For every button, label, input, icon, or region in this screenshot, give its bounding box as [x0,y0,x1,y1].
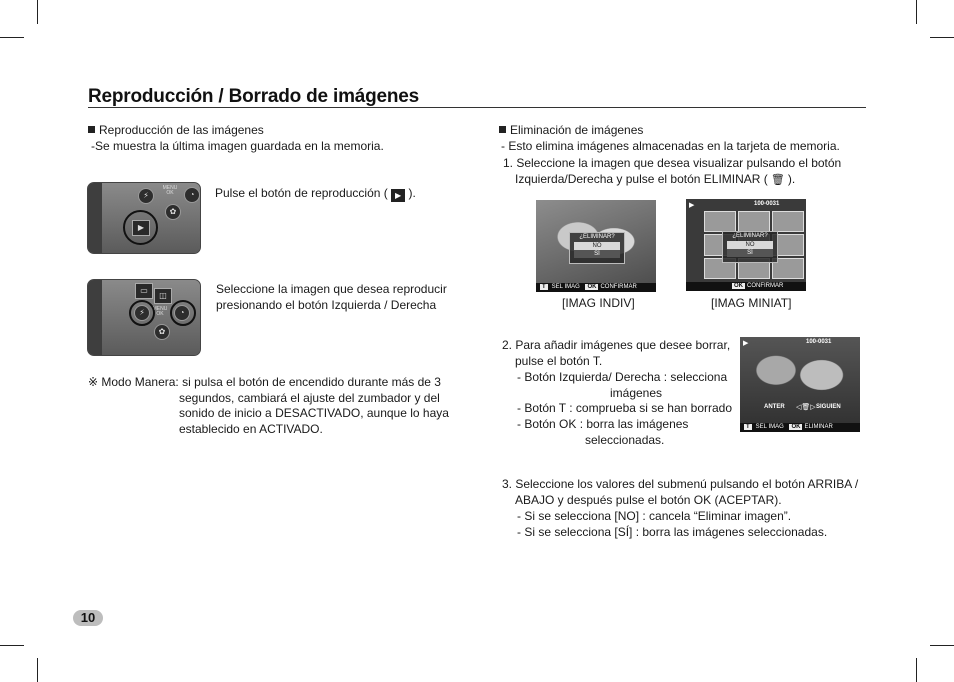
file-number: 100-0031 [806,339,832,345]
crop-mark [0,37,24,38]
prev-label: ANTER [764,404,785,410]
crop-mark [37,658,38,682]
page-title: Reproducción / Borrado de imágenes [88,86,420,107]
left-section-heading [88,122,264,138]
right-button: ◔ [174,305,190,321]
lcd-bottom-bar: T SEL IMAG OK ELIMINAR [740,423,860,432]
page-number: 10 [73,610,103,626]
option-yes: SÍ [574,250,620,258]
delete-dialog [722,231,778,263]
option-yes: SÍ [727,249,773,257]
play-mode-icon: ▶ [743,340,749,347]
title-rule [88,107,866,108]
step2-line1: Seleccione la imagen que desea reproducir [216,282,447,296]
crop-mark [930,37,954,38]
square-bullet-icon [499,126,506,133]
right-step2-line3: - Botón Izquierda/ Derecha : selecciona [517,370,728,384]
highlight-ring-left [129,300,155,326]
caption-thumb: [IMAG MINIAT] [711,296,792,310]
play-mode-icon: ▶ [689,202,695,209]
right-step2-line6: - Botón OK : borra las imágenes [517,417,689,431]
right-step3-line1: 3. Seleccione los valores del submenú pulsando el botón ARRIBA / [502,477,859,491]
option-no: NO [727,241,773,249]
lcd-select-images [740,337,860,432]
crop-mark [916,0,917,24]
right-step3-line4: - Si se selecciona [SÍ] : borra las imágenes seleccionadas. [517,525,828,539]
playback-button: ▶ [132,220,150,236]
note-line3: sonido de inicio a DESACTIVADO, aunque lo haya [179,406,449,420]
crop-mark [916,658,917,682]
right-step2-line7: seleccionadas. [585,433,665,447]
caption-single: [IMAG INDIV] [562,296,635,310]
display-button: ◫ [154,288,172,304]
crop-mark [0,645,24,646]
delete-dialog [569,232,625,264]
menu-ok-label: MENU OK [152,306,168,317]
camera-back-illustration-2 [87,279,201,356]
menu-ok-label: MENU OK [162,185,178,196]
trash-icon: 🗑 [767,174,788,186]
right-step3-line2: ABAJO y después pulse el botón OK (ACEPTAR). [515,493,782,507]
note-line2: segundos, cambiará el ajuste del zumbador y del [179,391,440,405]
macro-icon: ✿ [165,204,181,220]
highlight-ring [123,210,158,245]
step2-line2: presionando el botón Izquierda / Derecha [216,298,437,312]
left-button: ⚡ [134,305,150,321]
next-label: SIGUIEN [816,404,841,410]
square-bullet-icon [88,126,95,133]
flash-icon: ⚡ [138,188,154,204]
right-step2-line4: imágenes [610,386,663,400]
right-step1-line1: 1. Seleccione la imagen que desea visualizar pulsando el botón [503,156,842,170]
lcd-thumbnails [686,199,806,291]
left-heading-text: Reproducción de las imágenes [99,123,264,137]
power-icon: ◔ [184,187,200,203]
lcd-single-image [536,200,656,292]
down-button: ✿ [154,324,170,340]
step1-text: Pulse el botón de reproducción ( ▶ ). [215,186,416,200]
right-step2-line2: pulse el botón T. [515,354,603,368]
trash-icon: ◁🗑▷ [796,404,816,411]
right-section-heading [499,122,643,138]
lcd-bottom-bar: T SEL IMAG OK CONFIRMAR [536,283,656,292]
option-no: NO [574,242,620,250]
note-line4: establecido en ACTIVADO. [179,422,323,436]
right-heading-text: Eliminación de imágenes [510,123,644,137]
right-step3-line3: - Si se selecciona [NO] : cancela “Eliminar imagen”. [517,509,792,523]
t-button: ▭ [135,283,153,299]
left-section-sub: -Se muestra la última imagen guardada en la memoria. [91,139,384,153]
crop-mark [37,0,38,24]
delete-question: ¿ELIMINAR? [732,233,768,239]
note-line1: ※ Modo Manera: si pulsa el botón de encendido durante más de 3 [88,375,441,389]
right-step2-line5: - Botón T : comprueba si se han borrado [517,401,733,415]
camera-back-illustration [87,182,201,254]
highlight-ring-right [170,300,196,326]
file-number: 100-0031 [754,201,780,207]
right-step2-line1: 2. Para añadir imágenes que desee borrar, [502,338,731,352]
playback-icon: ▶ [391,189,405,202]
lcd-bottom-bar: OK CONFIRMAR [686,282,806,291]
crop-mark [930,645,954,646]
right-intro: - Esto elimina imágenes almacenadas en la tarjeta de memoria. [501,139,840,153]
delete-question: ¿ELIMINAR? [579,234,615,240]
right-step1-line2: Izquierda/Derecha y pulse el botón ELIMINAR ( 🗑 ). [515,172,796,186]
